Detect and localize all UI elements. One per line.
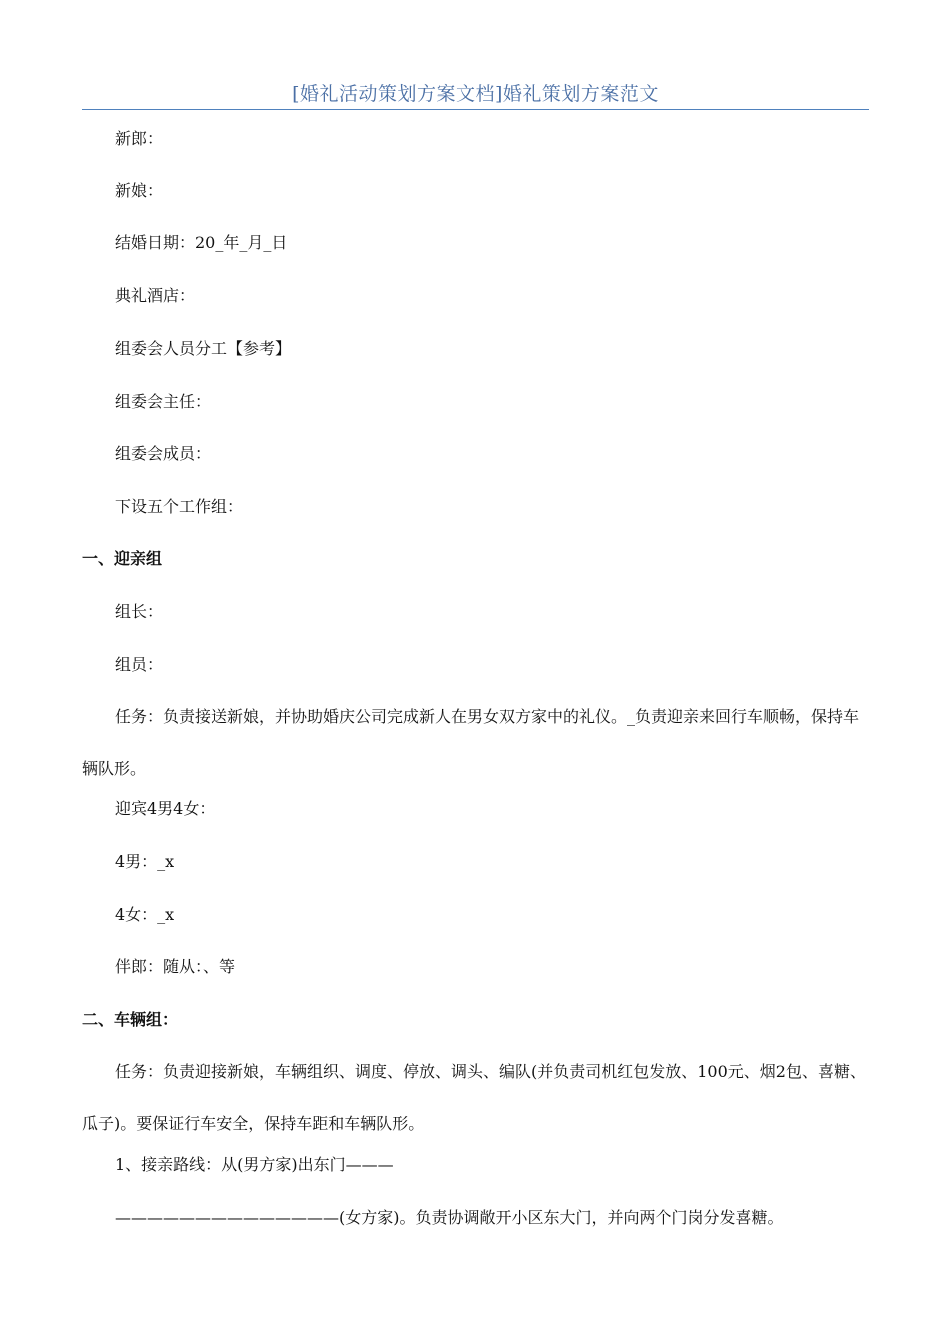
s2-task-paragraph: 任务：负责迎接新娘，车辆组织、调度、停放、调头、编队(并负责司机红包发放、100元、烟2包、喜糖、瓜子)。要保证行车安全，保持车距和车辆队形。 <box>82 1062 866 1133</box>
wedding-date-line: 结婚日期：20_年_月_日 <box>115 233 288 252</box>
s2-route-line: 1、接亲路线：从(男方家)出东门——— <box>115 1155 394 1174</box>
s1-female-line: 4女：_x <box>115 905 175 924</box>
s1-greeters-line: 迎宾4男4女： <box>115 799 216 818</box>
hotel-line: 典礼酒店： <box>115 286 196 305</box>
five-groups-line: 下设五个工作组： <box>115 497 244 516</box>
s2-route-cont-line: ——————————————(女方家)。负责协调敞开小区东大门，并向两个门岗分发喜糖。 <box>115 1208 784 1227</box>
s1-leader-line: 组长： <box>115 602 164 621</box>
s1-male-line: 4男：_x <box>115 852 175 871</box>
bride-line: 新娘： <box>115 181 164 200</box>
header-title: [婚礼活动策划方案文档]婚礼策划方案范文 <box>292 83 659 105</box>
section-heading-welcome-group: 一、迎亲组 <box>82 549 163 568</box>
committee-members-line: 组委会成员： <box>115 444 212 463</box>
committee-director-line: 组委会主任： <box>115 392 212 411</box>
s1-task-paragraph: 任务：负责接送新娘，并协助婚庆公司完成新人在男女双方家中的礼仪。_负责迎亲来回行车顺畅，保持车辆队形。 <box>82 707 860 778</box>
s1-groomsmen-line: 伴郎：随从：、等 <box>115 957 236 976</box>
page-header <box>82 80 869 110</box>
section-heading-vehicle-group: 二、车辆组： <box>82 1010 179 1029</box>
committee-division-line: 组委会人员分工【参考】 <box>115 339 292 358</box>
groom-line: 新郎： <box>115 129 164 148</box>
s1-members-line: 组员： <box>115 655 164 674</box>
